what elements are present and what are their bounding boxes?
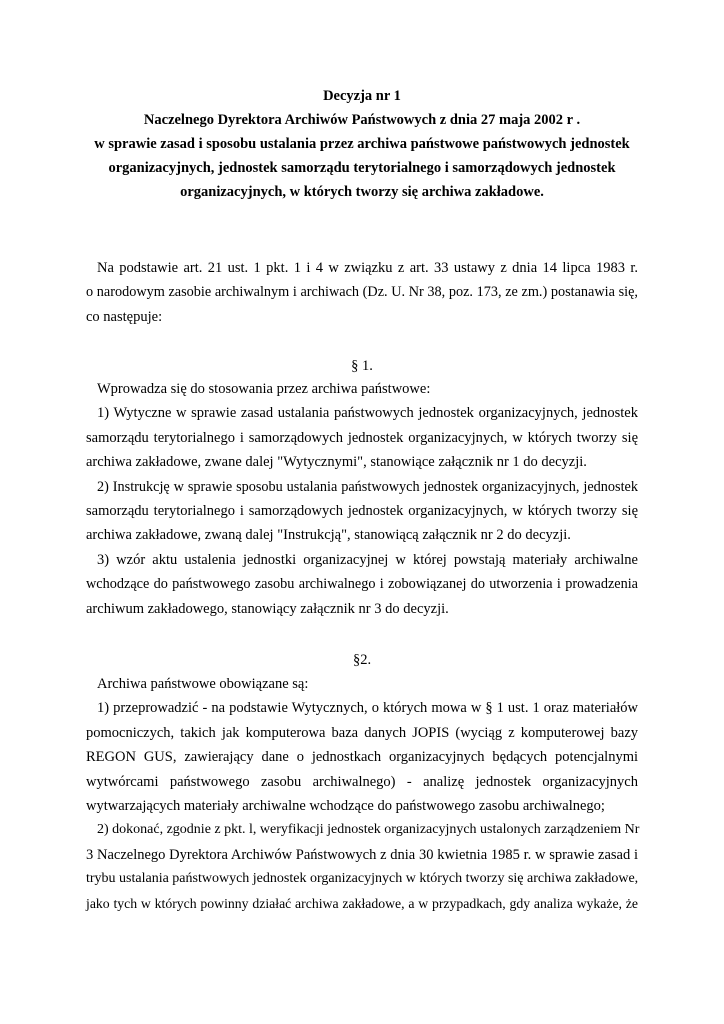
section-2-body [86, 672, 638, 916]
section-1-intro: Wprowadza się do stosowania przez archiwa państwowe: [97, 381, 431, 397]
section-1-item-2: 2) Instrukcję w sprawie sposobu ustalania państwowych jednostek organizacyjnych, jednostek [97, 478, 638, 495]
document-page [86, 0, 638, 1024]
section-1-item-3: wchodzące do państwowego zasobu archiwalnego i zobowiązanej do utworzenia i prowadzenia [86, 576, 638, 593]
section-2-item-2: jako tych w których powinny działać archiwa zakładowe, a w przypadkach, gdy analiza wykaże, że [86, 895, 638, 911]
preamble-line: Na podstawie art. 21 ust. 1 pkt. 1 i 4 w związku z art. 33 ustawy z dnia 14 lipca 1983 r. [97, 260, 638, 276]
section-1-body [86, 377, 638, 621]
decision-number: Decyzja nr 1 [323, 88, 401, 104]
section-2-item-2: 3 Naczelnego Dyrektora Archiwów Państwowych z dnia 30 kwietnia 1985 r. w sprawie zasad i [86, 846, 638, 863]
section-2-mark: §2. [352, 652, 372, 668]
section-1-item-1: samorządu terytorialnego i samorządowych jednostek organizacyjnych, w których tworzy się [86, 429, 638, 446]
subject-line-2: organizacyjnych, jednostek samorządu terytorialnego i samorządowych jednostek [108, 160, 616, 176]
section-2-item-2: 2) dokonać, zgodnie z pkt. l, weryfikacji jednostek organizacyjnych ustalonych zarządzeniem Nr [97, 822, 640, 838]
preamble [86, 256, 638, 329]
section-1-item-3: archiwum zakładowego, stanowiący załącznik nr 3 do decyzji. [86, 600, 449, 617]
section-2-item-1: REGON GUS, zawierający dane o jednostkach organizacyjnych będących potencjalnymi [86, 749, 638, 766]
section-2-item-1: wytwarzających materiały archiwalne wchodzące do państwowego zasobu archiwalnego; [86, 798, 605, 815]
preamble-line: o narodowym zasobie archiwalnym i archiwach (Dz. U. Nr 38, poz. 173, ze zm.) postanawia się, [86, 284, 638, 301]
section-2-item-1: wytwórcami państwowego zasobu archiwalnego) - analizę jednostek organizacyjnych [86, 773, 638, 790]
section-1-item-1: archiwa zakładowe, zwane dalej "Wytycznymi", stanowiące załącznik nr 1 do decyzji. [86, 454, 587, 471]
section-2-intro: Archiwa państwowe obowiązane są: [97, 676, 309, 692]
section-2-item-1: 1) przeprowadzić - na podstawie Wytycznych, o których mowa w § 1 ust. 1 oraz materiałów [97, 700, 638, 717]
issuer-and-date: Naczelnego Dyrektora Archiwów Państwowych z dnia 27 maja 2002 r . [143, 112, 581, 128]
section-1-item-2: samorządu terytorialnego i samorządowych jednostek organizacyjnych, w których tworzy się [86, 503, 638, 520]
section-2-item-1: pomocniczych, takich jak komputerowa baza danych JOPIS (wyciąg z komputerowej bazy [86, 724, 638, 741]
document-title [86, 84, 638, 204]
subject-line-3: organizacyjnych, w których tworzy się archiwa zakładowe. [180, 184, 544, 200]
section-1-mark: § 1. [351, 358, 373, 374]
section-1-item-1: 1) Wytyczne w sprawie zasad ustalania państwowych jednostek organizacyjnych, jednostek [97, 405, 638, 422]
section-1-item-3: 3) wzór aktu ustalenia jednostki organizacyjnej w której powstają materiały archiwalne [97, 551, 638, 568]
subject-line-1: w sprawie zasad i sposobu ustalania przez archiwa państwowe państwowych jednostek [94, 136, 630, 152]
section-2-item-2: trybu ustalania państwowych jednostek organizacyjnych w których tworzy się archiwa zakładowe, [86, 871, 639, 887]
section-1-item-2: archiwa zakładowe, zwaną dalej "Instrukcją", stanowiącą załącznik nr 2 do decyzji. [86, 527, 571, 544]
preamble-line: co następuje: [86, 308, 163, 325]
